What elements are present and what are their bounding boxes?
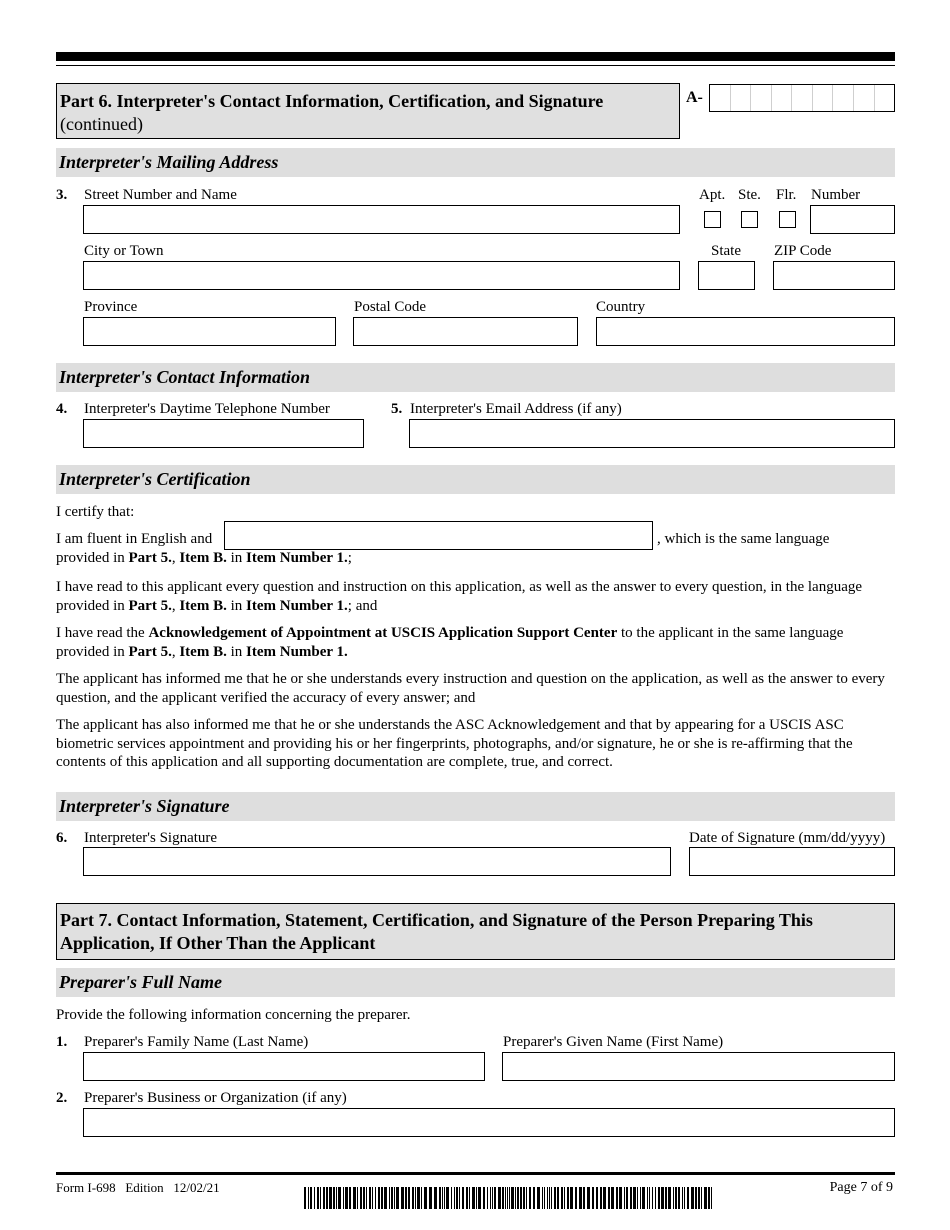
top-thin-rule [56,65,895,66]
given-name-input[interactable] [502,1052,895,1081]
street-label: Street Number and Name [84,187,237,203]
ste-label: Ste. [738,187,761,203]
footer-rule [56,1172,895,1175]
phone-label: Interpreter's Daytime Telephone Number [84,401,330,417]
postal-label: Postal Code [354,299,427,315]
zip-input[interactable] [773,261,895,290]
postal-input[interactable] [353,317,578,346]
city-input[interactable] [83,261,680,290]
street-input[interactable] [83,205,680,234]
cert-paragraph-3: I have read the Acknowledgement of Appointment at USCIS Application Support Center to the applicant in the same language provided in Part 5., Item B. in Item Number 1. [56,625,844,660]
business-label: Preparer's Business or Organization (if any) [84,1090,347,1106]
item-number-6: 6. [56,830,68,846]
top-rule [56,52,895,61]
fluent-suffix: , which is the same language [657,531,830,547]
business-input[interactable] [83,1108,895,1137]
fluent-prefix: I am fluent in English and [56,531,213,547]
a-number-input[interactable] [709,84,895,112]
item-number-3: 3. [56,187,68,203]
certification-heading: Interpreter's Certification [56,465,895,494]
zip-label: ZIP Code [774,243,832,259]
country-input[interactable] [596,317,895,346]
part6-header [56,83,680,139]
country-label: Country [596,299,646,315]
flr-checkbox[interactable] [779,211,796,228]
item-number-5: 5. [391,401,403,417]
city-label: City or Town [84,243,164,259]
a-number-label: A- [686,89,703,106]
province-input[interactable] [83,317,336,346]
cert-paragraph-2: I have read to this applicant every question and instruction on this application, as well as the answer to every question, in the language provided in Part 5., Item B. in Item Number 1.; and [56,579,863,614]
preparer-name-heading: Preparer's Full Name [56,968,895,997]
language-input[interactable] [224,521,653,550]
email-label: Interpreter's Email Address (if any) [410,401,622,417]
page-number: Page 7 of 9 [829,1180,893,1195]
given-name-label: Preparer's Given Name (First Name) [503,1034,724,1050]
flr-label: Flr. [776,187,797,203]
item-number-2: 2. [56,1090,68,1106]
part7-header [56,903,895,960]
signature-label: Interpreter's Signature [84,830,218,846]
family-name-input[interactable] [83,1052,485,1081]
preparer-intro: Provide the following information concerning the preparer. [56,1007,411,1023]
form-edition: Form I-698 Edition 12/02/21 [56,1180,220,1195]
part7-title-line1: Part 7. Contact Information, Statement, Certification, and Signature of the Person Preparing This [60,910,813,930]
mailing-address-heading: Interpreter's Mailing Address [56,148,895,177]
part6-title: Part 6. Interpreter's Contact Information, Certification, and Signature [60,91,604,111]
certify-text: I certify that: [56,504,135,520]
signature-input[interactable] [83,847,671,876]
state-label: State [711,243,741,259]
barcode-image [304,1187,712,1209]
contact-info-heading: Interpreter's Contact Information [56,363,895,392]
unit-number-input[interactable] [810,205,895,234]
item-number-4: 4. [56,401,68,417]
cert-paragraph-4: The applicant has informed me that he or she understands every instruction and question on the application, as well as the answer to every question, and the applicant verified the accuracy of every answer; and [56,671,885,706]
email-input[interactable] [409,419,895,448]
state-select[interactable] [698,261,755,290]
family-name-label: Preparer's Family Name (Last Name) [84,1034,309,1050]
signature-heading: Interpreter's Signature [56,792,895,821]
province-label: Province [84,299,138,315]
part6-subtitle: (continued) [60,114,143,134]
apt-checkbox[interactable] [704,211,721,228]
apt-label: Apt. [699,187,726,203]
cert-paragraph-5: The applicant has also informed me that he or she understands the ASC Acknowledgement and that by appearing for a USCIS ASC biometric services appointment and providing his or her fingerprints, photographs, and/or signature, he or she is re-affirming that the contents of this application and all supporting documentation are complete, true, and correct. [56,717,853,770]
number-label: Number [811,187,861,203]
date-label: Date of Signature (mm/dd/yyyy) [689,830,886,846]
fluent-provided-in: provided in Part 5., Item B. in Item Number 1.; [56,550,352,566]
ste-checkbox[interactable] [741,211,758,228]
item-number-1: 1. [56,1034,68,1050]
date-input[interactable] [689,847,895,876]
part7-title-line2: Application, If Other Than the Applicant [60,933,376,953]
phone-input[interactable] [83,419,364,448]
